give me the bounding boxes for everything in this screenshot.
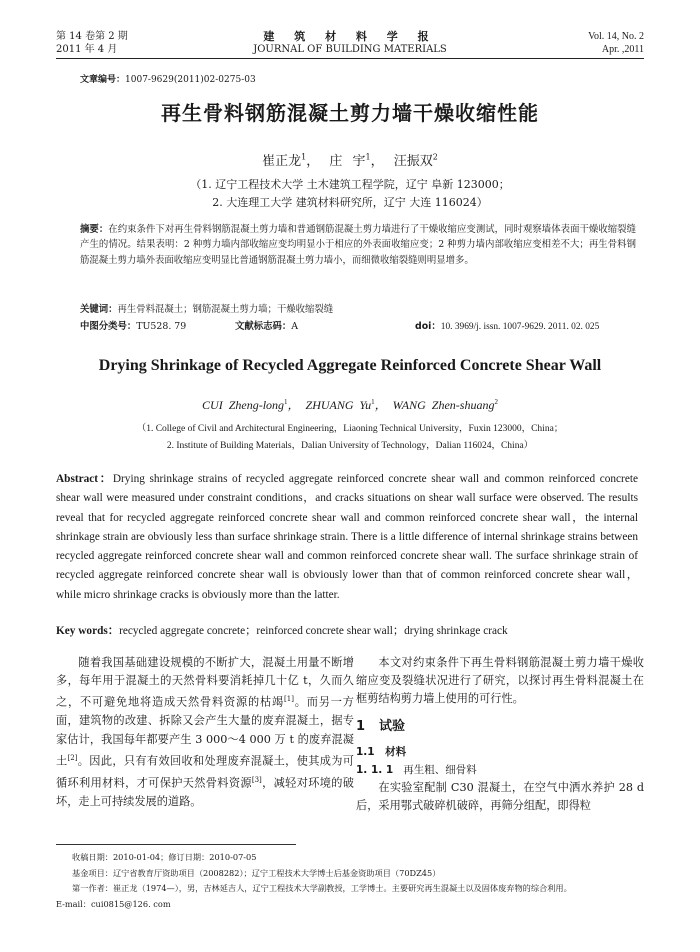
abstract-en	[56, 470, 638, 605]
author-en: CUI Zheng-long	[202, 398, 285, 412]
footnote-email[interactable]: E-mail：cui0815@126. com	[56, 898, 171, 909]
abstract-cn-text: 在约束条件下对再生骨料钢筋混凝土剪力墙和普通钢筋混凝土剪力墙进行了干燥收缩应变测试，同时观察墙体表面干燥收缩裂缝产生的情况。结果表明：2 种剪力墙内部收缩应变均明显小于相应的外表面收缩应变；2 种剪力墙内部收缩应变相差不大；再生骨料钢筋混凝土剪力墙外表面收缩应变明显比普通钢筋混凝土剪力墙小，而细微收缩裂缝则明显增多。	[80, 224, 636, 266]
author-en: WANG Zhen-shuang	[392, 398, 495, 412]
affiliation-cn: 2. 大连理工大学 建筑材料研究所，辽宁 大连 116024）	[212, 196, 488, 209]
section-number: 1	[356, 718, 366, 734]
subsubsection-number: 1. 1. 1	[356, 763, 394, 776]
abstract-cn	[80, 222, 636, 268]
journal-name-en: JOURNAL OF BUILDING MATERIALS	[253, 44, 447, 55]
header-rule	[56, 58, 644, 59]
footnote-fund: 基金项目：辽宁省教育厅资助项目（2008282）；辽宁工程技术大学博士后基金资助项目（70DZ45）	[72, 867, 441, 878]
journal-name-cn: 建 筑 材 料 学 报	[263, 30, 437, 43]
header-volume-en: Vol. 14, No. 2	[588, 31, 644, 42]
author-en: ZHUANG Yu	[305, 398, 372, 412]
doi-label: doi：	[415, 321, 441, 332]
keywords-en-label: Key words：	[56, 625, 120, 637]
doi-value: 10. 3969/j. issn. 1007-9629. 2011. 02. 025	[440, 322, 600, 332]
body-text: 。而另一方面，建筑物的改建、拆除又会产生大量的废弃混凝土，据专家估计，我国每年都要产生 3 000～4 000 万 t 的废弃混凝土	[56, 696, 354, 768]
keywords-cn-label: 关键词：	[80, 304, 118, 315]
header-volume-cn: 第 14 卷第 2 期	[56, 31, 128, 42]
clc-value: TU528. 79	[136, 321, 187, 332]
author-affil-mark: 2	[432, 152, 438, 162]
body-column-left	[56, 654, 354, 811]
body-paragraph: 本文对约束条件下再生骨料钢筋混凝土剪力墙干燥收缩应变及裂缝状况进行了研究，以探讨再生骨料混凝土在框剪结构剪力墙上使用的可行性。	[356, 656, 644, 706]
author-cn: 崔正龙	[262, 154, 302, 169]
citation-ref[interactable]: [3]	[251, 775, 262, 784]
affiliation-cn: （1. 辽宁工程技术大学 土木建筑工程学院，辽宁 阜新 123000；	[190, 178, 510, 191]
author-affil-mark: 2	[494, 398, 498, 406]
abstract-en-label: Abstract：	[56, 473, 113, 485]
article-number-value: 1007-9629(2011)02-0275-03	[125, 75, 256, 85]
author-separator: ，	[306, 154, 320, 169]
subsection-heading: 1.1 材料	[356, 745, 407, 758]
body-paragraph: 在实验室配制 C30 混凝土，在空气中洒水养护 28 d 后，采用鄂式破碎机破碎，再筛分组配，即得粒	[356, 781, 644, 813]
abstract-cn-label: 摘要：	[80, 224, 109, 235]
section-heading	[356, 717, 644, 737]
article-number-label: 文章编号：	[80, 75, 126, 85]
author-affil-mark: 1	[284, 398, 288, 406]
title-cn: 再生骨料钢筋混凝土剪力墙干燥收缩性能	[161, 101, 539, 125]
citation-ref[interactable]: [2]	[67, 753, 78, 762]
author-separator: ，	[287, 398, 300, 412]
running-header	[56, 30, 644, 56]
document-code-label: 文献标志码：	[235, 321, 292, 332]
article-number	[80, 72, 256, 85]
footnote-rule	[56, 844, 296, 845]
header-issue-en	[588, 30, 644, 56]
keywords-cn-text: 再生骨料混凝土；钢筋混凝土剪力墙；干燥收缩裂缝	[117, 304, 334, 315]
authors-cn	[0, 150, 700, 169]
abstract-en-text: Drying shrinkage strains of recycled aggregate reinforced concrete shear wall and common reinforced concrete shear wall were measured under constraint conditions，and cracks situations on shear wall surface were observed. The results reveal that for recycled aggregate reinforced concrete shear wall and common reinforced concrete shear wall，the internal shrinkage strain are obviously less than surface shrinkage strain. There is a little difference of internal shrinkage strains between recycled aggregate reinforced concrete shear wall and common reinforced concrete shear wall. The surface shrinkage strain of recycled aggregate reinforced concrete shear wall is obviously lower than that of common reinforced concrete shear wall，while micro shrinkage cracks is obviously more than the latter.	[56, 473, 638, 601]
body-text: ，减轻对环境的破坏，走上可持续发展的道路。	[56, 776, 354, 808]
body-text: 随着我国基础建设规模的不断扩大，混凝土用量不断增多，每年用于混凝土的天然骨料要消耗掉几十亿 t，久而久之，不可避免地将造成天然骨料资源的枯竭	[56, 656, 354, 710]
footnotes	[56, 850, 644, 912]
subsubsection-title: 再生粗、细骨料	[403, 763, 477, 776]
author-affil-mark: 1	[301, 152, 307, 162]
authors-en	[0, 396, 700, 413]
affiliation-en: （1. College of Civil and Architectural Engineering，Liaoning Technical University，Fuxin 123000，China；	[136, 424, 564, 434]
author-affil-mark: 1	[371, 398, 375, 406]
affiliation-en: 2. Institute of Building Materials，Dalian University of Technology，Dalian 116024，China）	[166, 441, 534, 451]
author-affil-mark: 1	[365, 152, 371, 162]
title-en: Drying Shrinkage of Recycled Aggregate Reinforced Concrete Shear Wall	[98, 357, 602, 374]
keywords-en	[56, 622, 638, 638]
keywords-cn	[80, 301, 636, 315]
document-code-value: A	[291, 321, 299, 332]
body-paragraph	[56, 654, 354, 811]
body-text: 。因此，只有有效回收和处理废弃混凝土，使其成为可循环利用材料，才可保护天然骨料资源	[56, 754, 354, 790]
footnote-received: 收稿日期：2010-01-04；修订日期：2010-07-05	[72, 852, 257, 862]
header-date-cn: 2011 年 4 月	[56, 44, 118, 55]
classification-row	[80, 318, 636, 332]
subsubsection-heading	[356, 761, 644, 779]
author-cn: 庄 宇	[329, 154, 366, 169]
document-code	[235, 318, 298, 332]
footnote-first-author: 第一作者：崔正龙（1974—），男，吉林延吉人，辽宁工程技术大学副教授，工学博士。主要研究再生混凝土以及固体废弃物的综合利用。	[72, 883, 572, 893]
section-title: 试验	[379, 718, 406, 734]
citation-ref[interactable]: [1]	[284, 695, 294, 704]
author-cn: 汪振双	[393, 154, 433, 169]
clc-label: 中图分类号：	[80, 321, 137, 332]
doi	[415, 318, 599, 332]
header-journal	[56, 30, 644, 56]
clc-number	[80, 321, 186, 332]
header-date-en: Apr. ,2011	[601, 44, 644, 55]
author-separator: ，	[370, 154, 384, 169]
body-column-right	[356, 654, 644, 815]
keywords-en-text: recycled aggregate concrete；reinforced concrete shear wall；drying shrinkage crack	[119, 625, 508, 637]
author-separator: ，	[374, 398, 387, 412]
